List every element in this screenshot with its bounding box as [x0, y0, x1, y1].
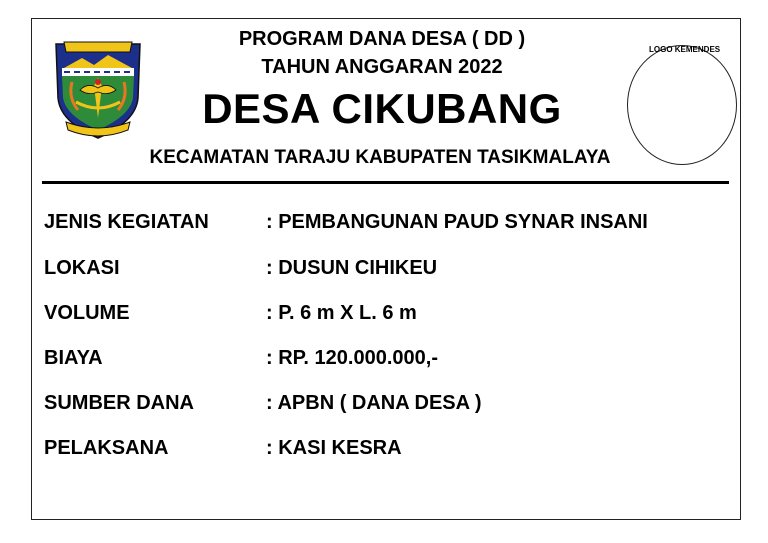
detail-value: : DUSUN CIHIKEU [266, 257, 438, 279]
detail-value: : P. 6 m X L. 6 m [266, 302, 417, 324]
detail-key: SUMBER DANA [44, 392, 194, 414]
program-title: PROGRAM DANA DESA ( DD ) [238, 28, 526, 50]
project-signboard [31, 18, 741, 520]
detail-key: BIAYA [44, 347, 103, 369]
detail-key: VOLUME [44, 302, 130, 324]
detail-value: : RP. 120.000.000,- [266, 347, 438, 369]
detail-key: JENIS KEGIATAN [44, 211, 209, 233]
logo-placeholder-label: LOGO KEMENDES [649, 45, 721, 54]
detail-value: : APBN ( DANA DESA ) [266, 392, 482, 414]
header-divider [42, 181, 729, 184]
district-subtitle: KECAMATAN TARAJU KABUPATEN TASIKMALAYA [149, 147, 611, 168]
detail-value: : KASI KESRA [266, 437, 402, 459]
budget-year: TAHUN ANGGARAN 2022 [261, 56, 503, 78]
detail-key: PELAKSANA [44, 437, 169, 459]
village-name: DESA CIKUBANG [202, 85, 562, 132]
detail-value: : PEMBANGUNAN PAUD SYNAR INSANI [266, 211, 648, 233]
detail-key: LOKASI [44, 257, 120, 279]
logo-placeholder-circle [627, 45, 737, 165]
